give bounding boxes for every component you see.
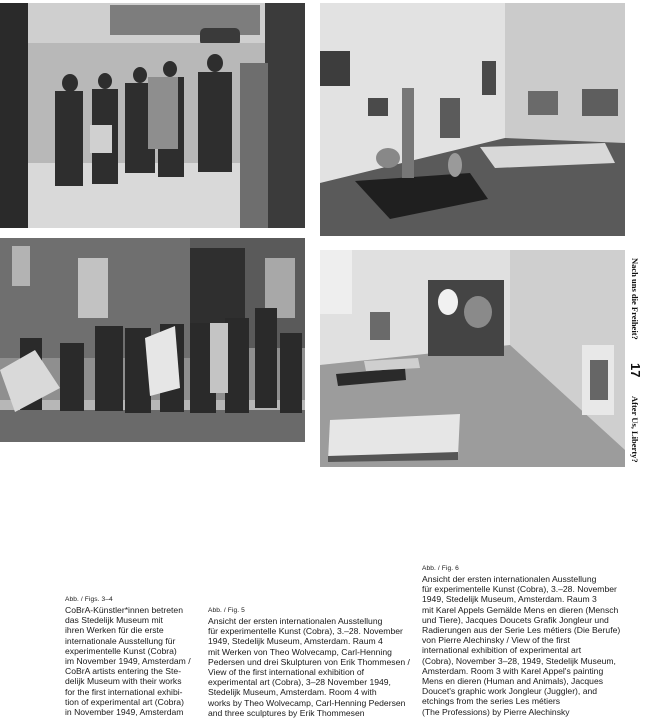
caption-line: ihren Werken für die erste [65,625,164,636]
caption-label: Abb. / Fig. 6 [422,565,459,572]
caption-line: Mens en dieren (Human and Animals), Jacques [422,676,604,687]
running-title-german: Nach uns die Freiheit? [630,258,640,340]
photo-crowd-entrance [0,3,305,228]
caption-label: Abb. / Figs. 3–4 [65,596,113,603]
caption-line: 1949, Stedelijk Museum, Amsterdam. Raum 4 [208,636,383,647]
caption-fig-6 [422,564,632,717]
caption-line: View of the first international exhibition of [208,667,365,678]
caption-line: Ansicht der ersten internationalen Ausstellung [422,574,597,584]
caption-fig-5 [208,606,416,718]
photo-gallery-room-three [320,250,625,467]
caption-line: 1949, Stedelijk Museum, Amsterdam. Raum 3 [422,594,597,605]
caption-label: Abb. / Fig. 5 [208,607,245,614]
caption-line: (The Professions) by Pierre Alechinsky [422,706,570,717]
caption-line: works by Theo Wolvecamp, Carl-Henning Pedersen [208,697,406,708]
page-number: 17 [628,363,643,378]
caption-line: und Tiere), Jacques Doucets Grafik Jongleur und [422,614,609,625]
caption-line: CoBrA-Künstler*innen betreten [65,605,183,615]
caption-line: (Cobra), November 3–28, 1949, Stedelijk Museum, [422,655,616,666]
caption-line: von Pierre Alechinsky / View of the first [422,635,570,646]
caption-line: experimental art (Cobra), 3–28 November 1949, [208,677,391,688]
caption-line: mit Karel Appels Gemälde Mens en dieren (Mensch [422,604,619,615]
caption-line: für experimentelle Kunst (Cobra), 3.–28. November [422,584,617,595]
caption-line: im November 1949, Amsterdam / [65,656,191,667]
caption-line: für experimentelle Kunst (Cobra), 3.–28. November [208,626,403,637]
caption-line: delijk Museum with their works [65,676,182,687]
caption-line: Amsterdam. Room 3 with Karel Appel's painting [422,665,604,676]
photo-gallery-sculptures [320,3,625,236]
caption-figs-3-4 [65,595,205,717]
caption-line: for the first international exhibi- [65,686,183,697]
caption-line: etchings from the series Les métiers [422,696,561,707]
caption-line: mit Werken von Theo Wolvecamp, Carl-Henning [208,646,392,657]
caption-line: CoBrA artists entering the Ste- [65,666,182,677]
caption-line: and three sculptures by Erik Thommesen [208,707,365,718]
caption-line: experimentelle Kunst (Cobra) [65,645,177,656]
caption-line: internationale Ausstellung für [65,635,176,646]
caption-line: international exhibition of experimental art [422,645,582,656]
caption-line: in November 1949, Amsterdam [65,707,184,718]
caption-line: tion of experimental art (Cobra) [65,696,184,707]
photo-artists-street [0,238,305,442]
running-title-english: After Us, Liberty? [630,396,640,463]
caption-line: Doucet's graphic work Jongleur (Juggler), and [422,686,598,697]
caption-line: Pedersen und drei Skulpturen von Erik Thommesen / [208,656,410,667]
running-head [628,258,649,470]
caption-line: Ansicht der ersten internationalen Ausstellung [208,616,383,626]
caption-line: das Stedelijk Museum mit [65,615,163,626]
caption-line: Radierungen aus der Serie Les métiers (Die Berufe) [422,625,621,636]
caption-line: Stedelijk Museum, Amsterdam. Room 4 with [208,687,377,698]
